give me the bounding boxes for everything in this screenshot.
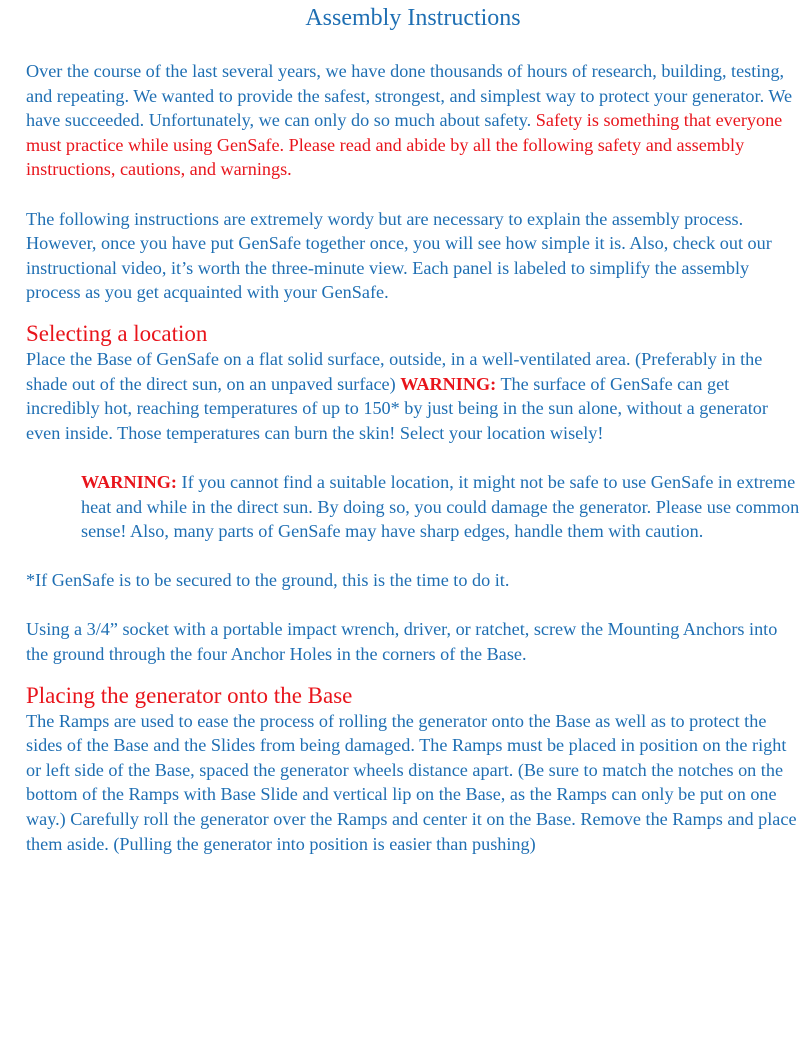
section-heading-placing: Placing the generator onto the Base bbox=[26, 682, 353, 708]
placing-paragraph: The Ramps are used to ease the process of rolling the generator onto the Base as well as to protect the sides of the Base and the Slides from being damaged. The Ramps must be placed in position on the right or left side of the Base, spaced the generator wheels distance apart. (Be sure to match the notches on the bottom of the Ramps with Base Slide and vertical lip on the Base, as the Ramps can only be put on one way.) Carefully roll the generator over the Ramps and center it on the Base. Remove the Ramps and place them aside. (Pulling the generator into position is easier than pushing) bbox=[26, 710, 797, 854]
wordy-note-paragraph: The following instructions are extremely wordy but are necessary to explain the assembly process. However, once you have put GenSafe together once, you will see how simple it is. Also, check out our instructional video, it’s worth the three-minute view. Each panel is labeled to simplify the assembly process as you get acquainted with your GenSafe. bbox=[26, 208, 772, 303]
indented-warning-text: If you cannot find a suitable location, it might not be safe to use GenSafe in extreme heat and while in the direct sun. By doing so, you could damage the generator. Please use common sense! Also, many parts of GenSafe may have sharp edges, handle them with caution. bbox=[81, 471, 800, 542]
secure-note-paragraph: *If GenSafe is to be secured to the ground, this is the time to do it. bbox=[26, 570, 510, 591]
warning-label: WARNING: bbox=[400, 373, 497, 394]
indented-warning-paragraph bbox=[81, 470, 800, 544]
document-page bbox=[26, 0, 800, 856]
location-text: Place the Base of GenSafe on a flat solid surface, outside, in a well-ventilated area. (Preferably in the shade out of the direct sun, on an unpaved surface) bbox=[26, 348, 763, 394]
intro-text: Over the course of the last several years, we have done thousands of hours of research, building, testing, and repeating. We wanted to provide the safest, strongest, and simplest way to protect your generator. We have succeeded. Unfortunately, we can only do so much about safety. bbox=[26, 61, 793, 131]
location-paragraph bbox=[26, 347, 800, 445]
page-title: Assembly Instructions bbox=[305, 5, 521, 31]
anchor-paragraph: Using a 3/4” socket with a portable impact wrench, driver, or ratchet, screw the Mounting Anchors into the ground through the four Anchor Holes in the corners of the Base. bbox=[26, 619, 778, 665]
intro-paragraph bbox=[26, 59, 800, 182]
location-warning-text: The surface of GenSafe can get incredibly hot, reaching temperatures of up to 150* by just being in the sun alone, without a generator even inside. Those temperatures can burn the skin! Select your location wisely! bbox=[26, 373, 768, 443]
intro-safety-text: Safety is something that everyone must practice while using GenSafe. Please read and abide by all the following safety and assembly instructions, cautions, and warnings. bbox=[26, 110, 783, 180]
section-heading-location: Selecting a location bbox=[26, 320, 208, 346]
indented-warning-label: WARNING: bbox=[81, 471, 177, 492]
